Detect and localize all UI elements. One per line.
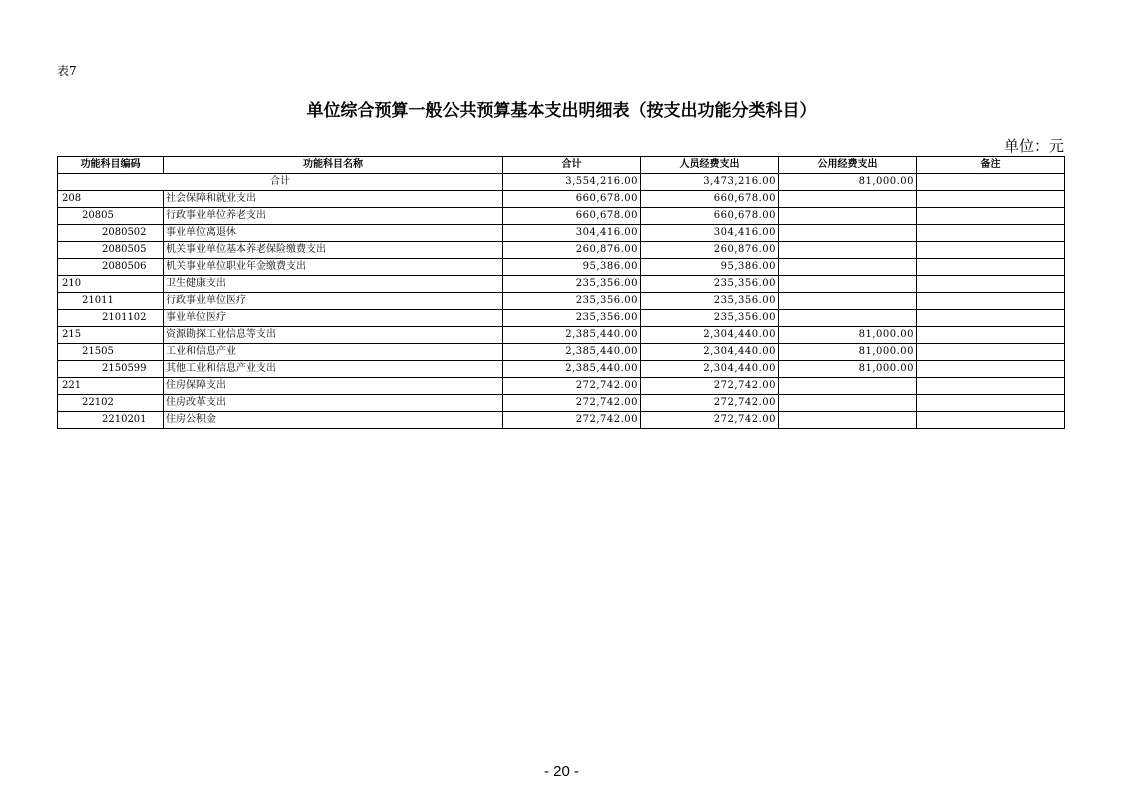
subject-code: 20805	[58, 208, 164, 225]
subject-name: 住房保障支出	[164, 378, 503, 395]
amount-public: 81,000.00	[779, 361, 917, 378]
amount-personnel: 235,356.00	[641, 276, 779, 293]
subject-name: 其他工业和信息产业支出	[164, 361, 503, 378]
amount-public	[779, 310, 917, 327]
amount-total: 235,356.00	[503, 293, 641, 310]
header-personnel: 人员经费支出	[641, 157, 779, 174]
table-row	[58, 242, 1065, 259]
subject-code: 210	[58, 276, 164, 293]
note-cell	[917, 327, 1065, 344]
note-cell	[917, 242, 1065, 259]
amount-personnel: 2,304,440.00	[641, 361, 779, 378]
subject-code: 22102	[58, 395, 164, 412]
note-cell	[917, 412, 1065, 429]
note-cell	[917, 259, 1065, 276]
table-row	[58, 412, 1065, 429]
amount-public	[779, 242, 917, 259]
amount-public	[779, 191, 917, 208]
total-public: 81,000.00	[779, 174, 917, 191]
table-header	[58, 157, 1065, 174]
table-row	[58, 327, 1065, 344]
amount-public: 81,000.00	[779, 344, 917, 361]
note-cell	[917, 361, 1065, 378]
amount-public	[779, 378, 917, 395]
note-cell	[917, 276, 1065, 293]
note-cell	[917, 191, 1065, 208]
amount-public	[779, 293, 917, 310]
subject-code: 2150599	[58, 361, 164, 378]
subject-name: 工业和信息产业	[164, 344, 503, 361]
table-row	[58, 208, 1065, 225]
subject-name: 事业单位医疗	[164, 310, 503, 327]
amount-personnel: 272,742.00	[641, 412, 779, 429]
subject-code: 2210201	[58, 412, 164, 429]
amount-personnel: 260,876.00	[641, 242, 779, 259]
subject-code: 208	[58, 191, 164, 208]
table-label: 表7	[57, 64, 77, 78]
amount-total: 2,385,440.00	[503, 327, 641, 344]
amount-total: 260,876.00	[503, 242, 641, 259]
note-cell	[917, 395, 1065, 412]
amount-public	[779, 276, 917, 293]
note-cell	[917, 293, 1065, 310]
subject-name: 行政事业单位医疗	[164, 293, 503, 310]
amount-personnel: 304,416.00	[641, 225, 779, 242]
table-row	[58, 378, 1065, 395]
header-code: 功能科目编码	[58, 157, 164, 174]
table-row	[58, 259, 1065, 276]
total-personnel: 3,473,216.00	[641, 174, 779, 191]
subject-code: 2080505	[58, 242, 164, 259]
total-row	[58, 174, 1065, 191]
header-note: 备注	[917, 157, 1065, 174]
amount-total: 235,356.00	[503, 276, 641, 293]
amount-personnel: 272,742.00	[641, 395, 779, 412]
amount-personnel: 2,304,440.00	[641, 344, 779, 361]
table-row	[58, 310, 1065, 327]
note-cell	[917, 208, 1065, 225]
subject-code: 2080502	[58, 225, 164, 242]
amount-personnel: 235,356.00	[641, 310, 779, 327]
amount-personnel: 235,356.00	[641, 293, 779, 310]
amount-public	[779, 395, 917, 412]
amount-total: 235,356.00	[503, 310, 641, 327]
amount-total: 2,385,440.00	[503, 361, 641, 378]
unit-label: 单位：元	[1003, 137, 1064, 155]
subject-code: 215	[58, 327, 164, 344]
document-title: 单位综合预算一般公共预算基本支出明细表（按支出功能分类科目）	[306, 101, 817, 121]
amount-public	[779, 259, 917, 276]
amount-personnel: 95,386.00	[641, 259, 779, 276]
amount-personnel: 2,304,440.00	[641, 327, 779, 344]
amount-total: 95,386.00	[503, 259, 641, 276]
table-row	[58, 293, 1065, 310]
amount-public	[779, 225, 917, 242]
table-row	[58, 395, 1065, 412]
table-row	[58, 225, 1065, 242]
amount-personnel: 660,678.00	[641, 191, 779, 208]
subject-name: 机关事业单位基本养老保险缴费支出	[164, 242, 503, 259]
table-row	[58, 191, 1065, 208]
note-cell	[917, 225, 1065, 242]
amount-total: 272,742.00	[503, 412, 641, 429]
subject-code: 221	[58, 378, 164, 395]
subject-code: 21011	[58, 293, 164, 310]
amount-total: 2,385,440.00	[503, 344, 641, 361]
header-total: 合计	[503, 157, 641, 174]
amount-total: 660,678.00	[503, 208, 641, 225]
total-amount: 3,554,216.00	[503, 174, 641, 191]
amount-public	[779, 208, 917, 225]
total-label: 合计	[58, 174, 503, 191]
amount-personnel: 272,742.00	[641, 378, 779, 395]
subject-code: 2101102	[58, 310, 164, 327]
amount-total: 272,742.00	[503, 395, 641, 412]
amount-total: 272,742.00	[503, 378, 641, 395]
subject-name: 资源勘探工业信息等支出	[164, 327, 503, 344]
subject-name: 机关事业单位职业年金缴费支出	[164, 259, 503, 276]
table-row	[58, 361, 1065, 378]
amount-personnel: 660,678.00	[641, 208, 779, 225]
subject-name: 卫生健康支出	[164, 276, 503, 293]
page-number: - 20 -	[543, 763, 579, 780]
amount-total: 304,416.00	[503, 225, 641, 242]
subject-name: 事业单位离退休	[164, 225, 503, 242]
subject-name: 住房公积金	[164, 412, 503, 429]
header-row	[58, 157, 1065, 174]
budget-table	[57, 156, 1065, 429]
header-name: 功能科目名称	[164, 157, 503, 174]
table-row	[58, 276, 1065, 293]
subject-code: 2080506	[58, 259, 164, 276]
subject-name: 住房改革支出	[164, 395, 503, 412]
total-note	[917, 174, 1065, 191]
subject-name: 社会保障和就业支出	[164, 191, 503, 208]
subject-name: 行政事业单位养老支出	[164, 208, 503, 225]
subject-code: 21505	[58, 344, 164, 361]
header-public: 公用经费支出	[779, 157, 917, 174]
amount-total: 660,678.00	[503, 191, 641, 208]
note-cell	[917, 344, 1065, 361]
note-cell	[917, 310, 1065, 327]
table-row	[58, 344, 1065, 361]
amount-public	[779, 412, 917, 429]
table-body	[58, 174, 1065, 429]
note-cell	[917, 378, 1065, 395]
amount-public: 81,000.00	[779, 327, 917, 344]
